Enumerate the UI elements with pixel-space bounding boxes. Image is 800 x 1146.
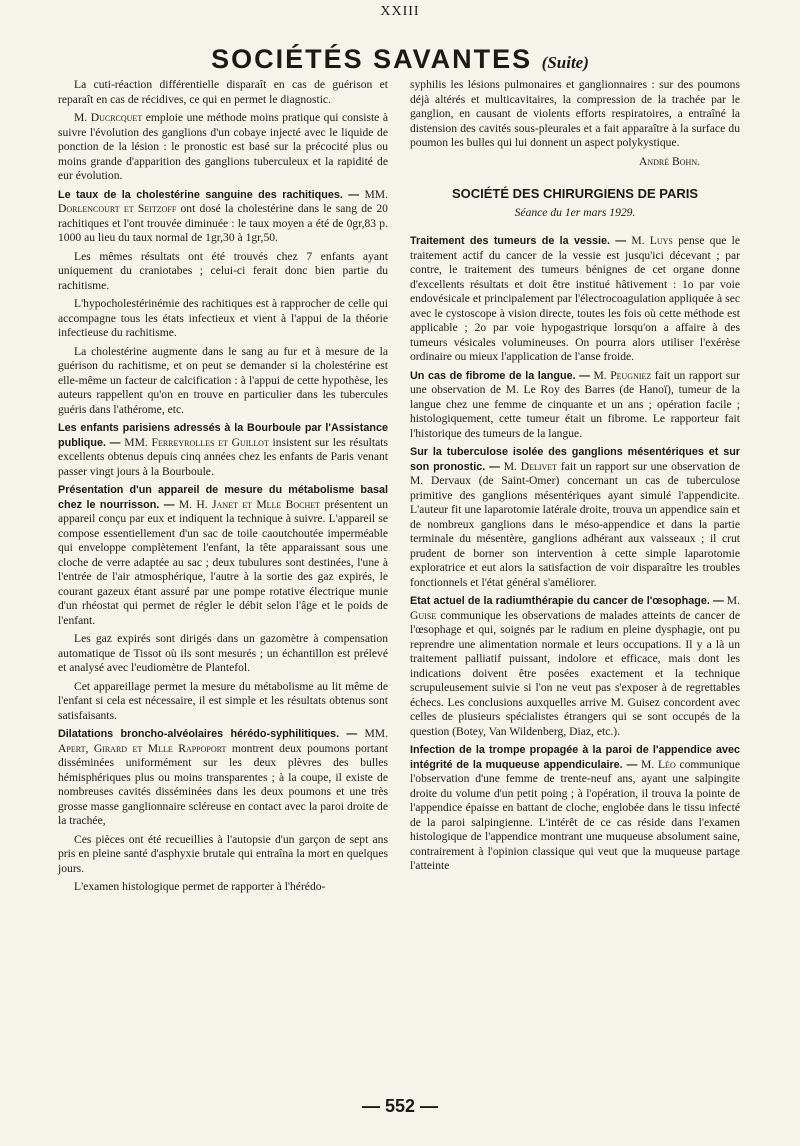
paragraph-text: ont dosé la cholestérine dans le sang de 20 rachitiques et l'ont trouvée diminuée : le taux moyen a été de 0gr,83 p. 1000 au lieu du taux normal de 1gr,30 à 1gr,50. [58,202,388,244]
title-text: SOCIÉTÉS SAVANTES [211,44,533,74]
section-metabolisme [58,483,388,628]
page-title [0,44,800,75]
seance-date: Séance du 1er mars 1929. [514,205,636,219]
section-heading: Présentation d'un appareil de mesure du métabolisme basal chez le nourrisson. — [58,484,388,511]
section-heading: Le taux de la cholestérine sanguine des rachitiques. — [58,188,360,201]
page-number: — 552 — [361,1096,439,1116]
paragraph: syphilis les lésions pulmonaires et ganglionnaires : sur des poumons déjà altérés et multicavitaires, la compression de la trachée par le ganglion, en causant de violents efforts respiratoires, a entraîné la distension des cavités sous-pleurales et a fait apparaître à la surface du poumon les bulles qui lui donnent un aspect polykystique. [410,78,740,149]
section-heading: Les enfants parisiens adressés à la Bourboule par l'Assistance publique. — [58,422,388,449]
section-heading: Infection de la trompe propagée à la paroi de l'appendice avec intégrité de la muqueuse appendiculaire. — [410,744,740,771]
paragraph: Les mêmes résultats ont été trouvés chez 7 enfants ayant uniquement du craniotabes ; celui-ci ferait donc bien partie du rachitisme. [58,249,388,292]
left-column [58,78,388,899]
right-column [410,78,740,878]
section-dilatations [58,727,388,829]
paragraph-text: communique les observations de malades atteints de cancer de l'œsophage et qui, soignés par le radium en pleine dysphagie, ont pu reprendre une alimentation normale et leurs occupations. Il y a là un traitement palliatif puissant, indolore et efficace, mais dont les indications doivent être posées exactement et la technique scrupuleusement suivie si l'on ne veut pas s'exposer à de regrettables échecs. Les conclusions auxquelles arrive M. Guisez concordent avec celles de plusieurs spécialistes étrangers qui se sont occupés de la question (Botey, Van Wildenberg, Diaz, etc.). [410,608,740,738]
section-heading: Dilatations broncho-alvéolaires hérédo-syphilitiques. — [58,728,358,740]
section-heading: Sur la tuberculose isolée des ganglions mésentériques et sur son pronostic. — [410,446,740,473]
section-vessie [410,234,740,365]
author-names: M. Luys [631,234,673,247]
author-names: MM. Dorlencourt et Seitzoff [58,187,389,215]
section-fibrome [410,369,740,442]
roman-page-number: XXIII [380,4,420,19]
paragraph: Ces pièces ont été recueillies à l'autopsie d'un garçon de sept ans pris en pleine santé d'asphyxie brutale qui entraîna la mort en quelques jours. [58,832,388,875]
paragraph-text: pense que le traitement actif du cancer de la vessie est jusqu'ici décevant ; par contre, le traitement des tumeurs bénignes de cet organe donne d'excellents résultats et doit être institué hâtivement : 1o par voie endovésicale et principalement par l'électrocoagulation appliquée à sec avec le cystoscope à vision directe, toutes les fois où cette méthode est applicable ; 2o par voie hypogastrique lorsqu'on a affaire à des tumeurs vésicales volumineuses. On pourra alors utiliser l'exérèse ordinaire ou mieux l'application de l'anse froide. [410,234,740,363]
author-names: M. Guise [410,594,740,622]
society-heading: SOCIÉTÉ DES CHIRURGIENS DE PARIS [451,186,699,201]
paragraph: La cholestérine augmente dans le sang au fur et à mesure de la guérison du rachitisme, et on peut se demander si la cholestérine est elle-même un facteur de calcification : à l'appui de cette hypothèse, les auteurs rappellent qu'on en trouve en particulier dans les tubercules guéris dans l'athérome, etc. [58,344,388,416]
paragraph-text: emploie une méthode moins pratique qui consiste à suivre l'évolution des ganglions d'un cobaye injecté avec le liquide de ponction de la lésion : le pronostic est basé sur la précocité plus ou moins grande d'apparition des ganglions tuberculeux et la rapidité de eur évolution. [58,111,388,182]
paragraph: Cet appareillage permet la mesure du métabolisme au lit même de l'enfant si cela est nécessaire, il est simple et les résultats obtenus sont satisfaisants. [58,679,388,722]
section-heading: Un cas de fibrome de la langue. — [410,369,590,382]
signature: André Bohn. [638,154,700,168]
section-cholesterine [58,188,388,246]
author-names: M. Léo [641,757,676,771]
section-trompe [410,743,740,874]
author-names: M. Delivet [503,459,558,473]
paragraph: Les gaz expirés sont dirigés dans un gazomètre à compensation automatique de Tissot où ils sont mesurés ; un échantillon est prélevé et analysé avec l'eudiomètre de Plantefol. [58,632,388,674]
paragraph-text: fait un rapport sur une observation de M. Le Roy des Barres (de Hanoï), tumeur de la langue chez une femme de cinquante et un ans ; opération facile ; histologiquement, cette tumeur était un fibrome. Le rapporteur fait l'historique des tumeurs de la langue. [410,368,740,440]
section-tuberculose [410,445,740,590]
paragraph-text: communique l'observation d'une femme de trente-neuf ans, ayant une salpingite droite du volume d'un petit poing ; à l'opération, il trouva la pointe de l'appendice épaisse en battant de cloche, englobée dans le tissu infecté de la paroi salpingienne. L'intérêt de ce cas réside dans l'examen histologique de l'appendice montrant une muqueuse absolument saine, contrairement à l'opinion classique qui veut que la muqueuse partage l'atteinte [410,757,741,872]
section-radiumtherapie [410,594,740,739]
author-names: M. Peugniez [593,368,652,382]
author-names: M. H. Janet et Mlle Bochet [178,497,321,511]
paragraph-text: présentent un appareil conçu par eux et indiquent la technique à suivre. L'appareil se compose essentiellement d'un sac de toile caoutchoutée imperméable qui enveloppe complètement l'enfant, la tête apparaissant sous une cloche de verre adaptée au sac ; deux tubulures sont destinées, l'une à l'entrée de l'air atmosphérique, l'autre à la sortie des gaz expirés, le courant gazeux étant assuré par une pompe rotative électrique munie d'un rhéostat qui permet de régler le débit selon l'âge et le poids de l'enfant. [58,497,388,627]
paragraph: La cuti-réaction différentielle disparaît en cas de guérison et reparaît en cas de récidives, ce qui en permet le diagnostic. [58,78,388,106]
paragraph [58,111,388,184]
paragraph-text: montrent deux poumons portant disséminées uniformément sur les deux plèvres des bulles hémisphériques plus ou moins transparentes ; à la coupe, il existe de nombreuses cavités disséminées dans les deux poumons et une très grosse masse ganglionnaire scléreuse en contact avec la paroi droite de la trachée, [58,741,388,827]
paragraph: L'examen histologique permet de rapporter à l'hérédo- [74,880,326,893]
section-heading: Traitement des tumeurs de la vessie. — [410,235,627,247]
author-names: MM. Apert, Girard et Mlle Rappoport [58,727,388,755]
paragraph-text: fait un rapport sur une observation de M. Dervaux (de Saint-Omer) concernant un cas de tuberculose primitive des ganglions mésentériques ayant simulé l'appendicite. L'auteur fit une laparotomie latérale droite, trouva un appendice sain et de nombreux ganglions dans le méso-appendice et dans la partie terminale du mésentère, ganglions adhérant aux vaisseaux ; il crut prudent de borner son intervention à cette simple laparotomie exploratrice et eut alors la satisfaction de voir disparaître les troubles fonctionnels et l'état général s'améliorer. [410,459,740,589]
section-bourboule [58,421,388,479]
paragraph-text: insistent sur les résultats excellents obtenus depuis cinq années chez les enfants de Paris venant passer vingt jours à la Bourboule. [58,435,388,478]
section-heading: Etat actuel de la radiumthérapie du cancer de l'œsophage. — [410,595,724,607]
author-names: M. Ducrcquet [74,111,143,124]
paragraph: L'hypocholestérinémie des rachitiques est à rapprocher de celle qui accompagne tous les états infectieux et vient à l'appui de la théorie infectieuse du rachitisme. [58,297,388,339]
title-suite: (Suite) [541,53,589,72]
author-names: MM. Ferreyrolles et Guillot [124,435,269,449]
